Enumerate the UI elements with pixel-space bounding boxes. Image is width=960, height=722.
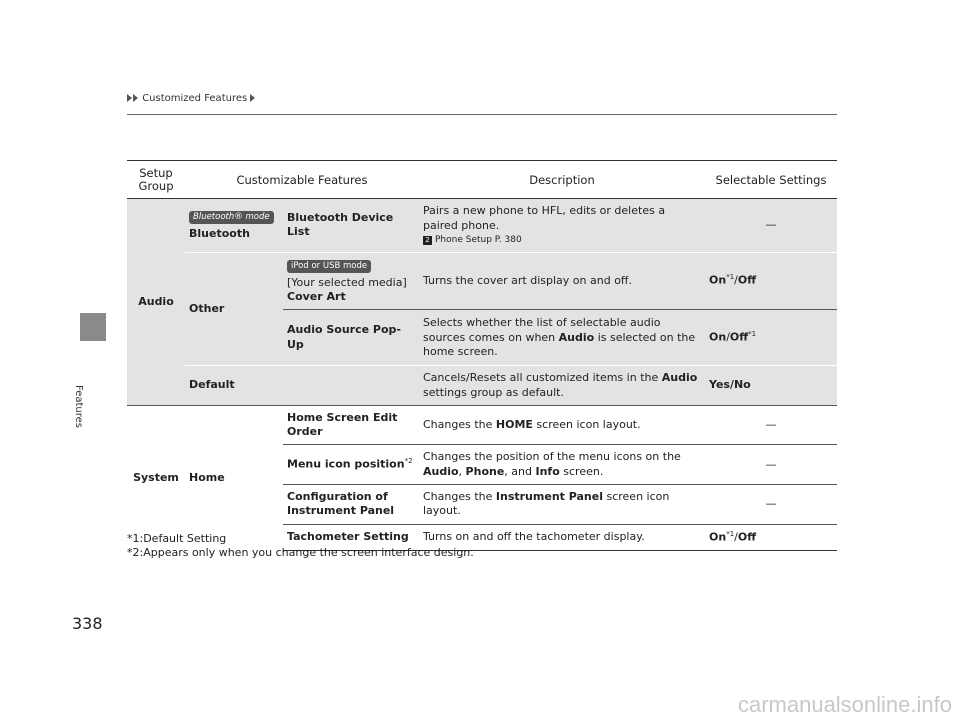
footnote: *1:Default Setting: [127, 532, 227, 545]
feature-text: [Your selected media]: [287, 275, 407, 289]
table-row: [127, 405, 837, 445]
sub-label: Bluetooth: [189, 227, 250, 241]
settings-table: [127, 160, 837, 551]
table-row: [127, 366, 837, 406]
table-header: [127, 161, 837, 199]
group-system: System: [133, 470, 179, 484]
group-audio: Audio: [127, 199, 185, 406]
header-customizable-features: Customizable Features: [185, 161, 419, 199]
arrow-icon: [250, 94, 255, 102]
desc-home-screen-edit-order: Changes the HOME screen icon layout.: [419, 405, 705, 445]
header-selectable-settings: Selectable Settings: [705, 161, 837, 199]
setting-home-screen-edit-order: —: [705, 405, 837, 445]
desc-menu-icon-position: Changes the position of the menu icons on the Audio, Phone, and Info screen.: [419, 445, 705, 485]
page-number: 338: [72, 614, 103, 633]
feature-default: Default: [185, 366, 419, 406]
setting-audio-source-popup: On/Off$^{*1}$: [705, 310, 837, 366]
footnotes: [127, 532, 474, 560]
desc-tachometer-setting: Turns on and off the tachometer display.: [419, 524, 705, 550]
sub-other: Other: [185, 252, 283, 366]
desc-audio-source-popup: Selects whether the list of selectable audio sources comes on when Audio is selected on the home screen.: [419, 310, 705, 366]
feature-audio-source-popup: Audio Source Pop-Up: [283, 310, 419, 366]
desc-cover-art: Turns the cover art display on and off.: [419, 252, 705, 310]
breadcrumb-label[interactable]: Customized Features: [142, 93, 248, 104]
table-row: [127, 252, 837, 310]
setting-config-instrument-panel: —: [705, 484, 837, 524]
setting-bt-device-list: —: [705, 199, 837, 252]
feature-cover-art: [283, 252, 419, 310]
feature-menu-icon-position: Menu icon position$^{*2}$: [283, 445, 419, 485]
desc-config-instrument-panel: Changes the Instrument Panel screen icon layout.: [419, 484, 705, 524]
arrow-icon: [133, 94, 138, 102]
feature-bt-device-list: Bluetooth Device List: [283, 199, 419, 252]
feature-config-instrument-panel: Configuration of Instrument Panel: [283, 484, 419, 524]
desc-bt-device-list: [419, 199, 705, 252]
feature-text: Cover Art: [287, 289, 346, 303]
feature-tachometer-setting: Tachometer Setting: [283, 524, 419, 550]
xref-link[interactable]: 2 Phone Setup P. 380: [423, 235, 701, 247]
breadcrumb: [127, 93, 256, 104]
header-rule: [127, 114, 837, 115]
mode-badge: iPod or USB mode: [287, 260, 371, 273]
setting-menu-icon-position: —: [705, 445, 837, 485]
header-setup-group: Setup Group: [127, 161, 185, 199]
mode-badge: Bluetooth® mode: [189, 211, 274, 224]
header-description: Description: [419, 161, 705, 199]
footnote: *2:Appears only when you change the screen interface design.: [127, 546, 474, 559]
setting-tachometer-setting: On$^{*1}$/Off: [705, 524, 837, 550]
arrow-icon: [127, 94, 132, 102]
sub-bluetooth: [185, 199, 283, 252]
section-tab: [80, 313, 106, 341]
section-label: Features: [73, 385, 84, 428]
sub-home: Home: [189, 470, 225, 484]
desc-text: Pairs a new phone to HFL, edits or deletes a paired phone.: [423, 204, 666, 232]
watermark: carmanualsonline.info: [737, 692, 952, 717]
link-arrow-icon: 2: [423, 236, 432, 245]
setting-default: Yes/No: [705, 366, 837, 406]
desc-default: Cancels/Resets all customized items in the Audio settings group as default.: [419, 366, 705, 406]
table-row: [127, 199, 837, 252]
setting-cover-art: On$^{*1}$/Off: [705, 252, 837, 310]
feature-home-screen-edit-order: Home Screen Edit Order: [283, 405, 419, 445]
